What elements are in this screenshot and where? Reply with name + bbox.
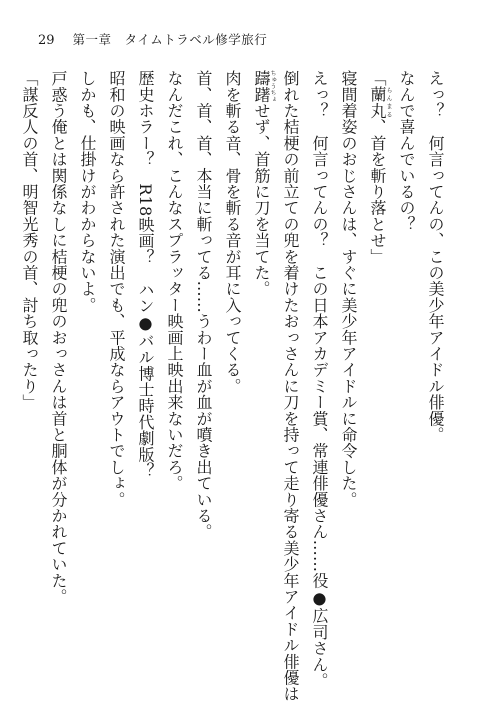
text-line-12: 昭和の映画なら許された演出でも、平成ならアウトでしょ。 (107, 70, 126, 508)
ruby-reading-ranmaru: らんまる (385, 86, 392, 119)
ruby-base-chocho: 躊躇 (252, 70, 271, 103)
chapter-title: 第一章 タイムトラベル修学旅行 (72, 32, 268, 47)
text-line-14: 戸惑う俺とは関係なしに桔梗の兜のおっさんは首と胴体が分かれていた。 (49, 70, 68, 605)
text-line-10: なんだこれ、こんなスプラッター映画上映出来ないだろ。 (165, 70, 184, 492)
ruby-reading-chocho: ちゅうちょ (269, 70, 276, 103)
text-line-1: えっ？ 何言ってんの、この美少年アイドル俳優。 (426, 70, 445, 443)
text-line-2: なんで喜んでいるの？ (397, 70, 416, 232)
text-line-3 (363, 70, 392, 688)
text-line-7 (247, 70, 276, 688)
text-line-8: 肉を斬る音、骨を斬る音が耳に入ってくる。 (223, 70, 242, 394)
vertical-body-text (1, 70, 450, 702)
page-number: 29 (38, 33, 55, 48)
ruby-base-ranmaru: 蘭丸 (368, 86, 387, 119)
text-line-4: 寝間着姿のおじさんは、すぐに美少年アイドルに命令した。 (339, 70, 358, 508)
text-line-11: 歴史ホラー？ R18映画？ ハン●バル博士時代劇版？ (136, 70, 155, 479)
text-line-9: 首、首、首、本当に斬ってる……うわー血が血が噴き出ている。 (194, 70, 213, 540)
text-line-6: 倒れた桔梗の前立ての兜を着けたおっさんに刀を持って走り寄る美少年アイドル俳優は (281, 70, 300, 702)
text-line-15: 「謀反人の首、明智光秀の首、討ち取ったり」 (20, 70, 39, 411)
text-line-7-rest: せず、首筋に刀を当てた。 (252, 102, 271, 297)
ranmaru-comma: 、 (368, 118, 387, 135)
text-line-3-rest: 首を斬り落とせ」 (368, 134, 387, 265)
running-head (38, 30, 267, 50)
text-line-13: しかも、仕掛けがわからないよ。 (78, 70, 97, 313)
text-line-5: えっ？ 何言ってんの？ この日本アカデミー賞、常連俳優さん……役●広司さん。 (310, 70, 329, 689)
quote-open: 「 (368, 70, 387, 87)
ruby-chocho (252, 70, 276, 103)
ruby-ranmaru (368, 86, 392, 119)
